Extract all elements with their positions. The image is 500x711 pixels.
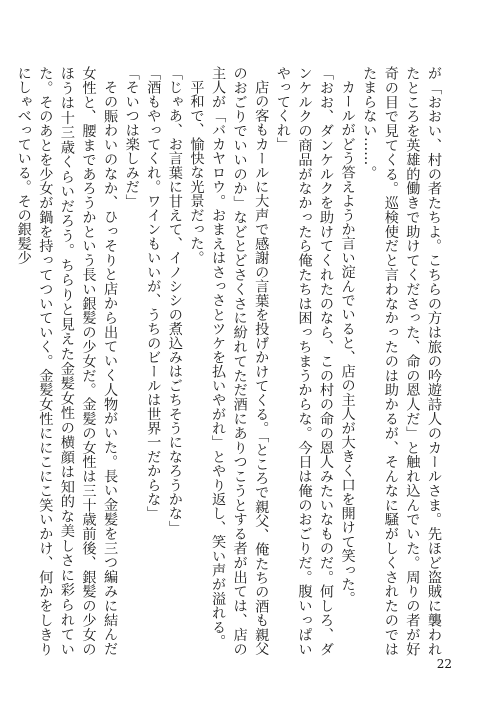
paragraph: 平和で、愉快な光景だった。 [188, 80, 205, 265]
paragraph: 「じゃあ、お言葉に甘えて、イノシシの煮込みはごちそうになろうかな」 [166, 66, 183, 535]
paragraph: カールがどう答えようか言い淀んでいると、店の主人が大きく口を開けて笑った。 [339, 80, 356, 606]
paragraph: 「酒もやってくれ。ワインもいいが、うちのビールは世界一だからな」 [145, 66, 162, 521]
paragraph: 「そいつは楽しみだ」 [123, 66, 140, 208]
paragraph: 「おお、ダンケルクを助けてくれたのなら、この村の命の恩人みたいなものだ。何しろ、ダンケルクの商品がなかったら俺たちは困っちまうからな。今日は俺のおごりだ。腹いっぱいやってくれ」 [274, 66, 335, 656]
body-text [15, 66, 444, 656]
paragraph: 店の客もカールに大声で感謝の言葉を投げかけてくる。「ところで親父、俺たちの酒も親父のおごりでいいのか」などとどさくさに紛れてただ酒にありつこうとする者が出ては、店の主人が「バカヤロウ。おまえはさっさとツケを払いやがれ」とやり返し、笑い声が溢れる。 [210, 66, 270, 656]
page-number: 22 [436, 657, 452, 671]
paragraph: その賑わいのなか、ひっそりと店から出ていく人物がいた。長い金髪を三つ編みに結んだ女性と、腰まであろうかという長い銀髪の少女だ。金髪の女性は三十歳前後、銀髪の少女のほうは十三歳くらいだろう。ちらりと見えた金髪女性の横顔は知的な美しさに彩られていた。そのあとを少女が鍋を持ってついていく。金髪女性ににこにこ笑いかけ、何かをしきりにしゃべっている。その銀髪少 [15, 66, 119, 656]
paragraph: が「おおい、村の者たちよ。こちらの方は旅の吟遊詩人のカールさま。先ほど盗賊に襲われたところを英雄的働きで助けてくださった、命の恩人だ」と触れ込んでいた。周りの者が好奇の目で見てくる。巡検使だと言わなかったのは助かるが、そんなに騒がしくされたのではたまらない……。 [361, 66, 442, 656]
